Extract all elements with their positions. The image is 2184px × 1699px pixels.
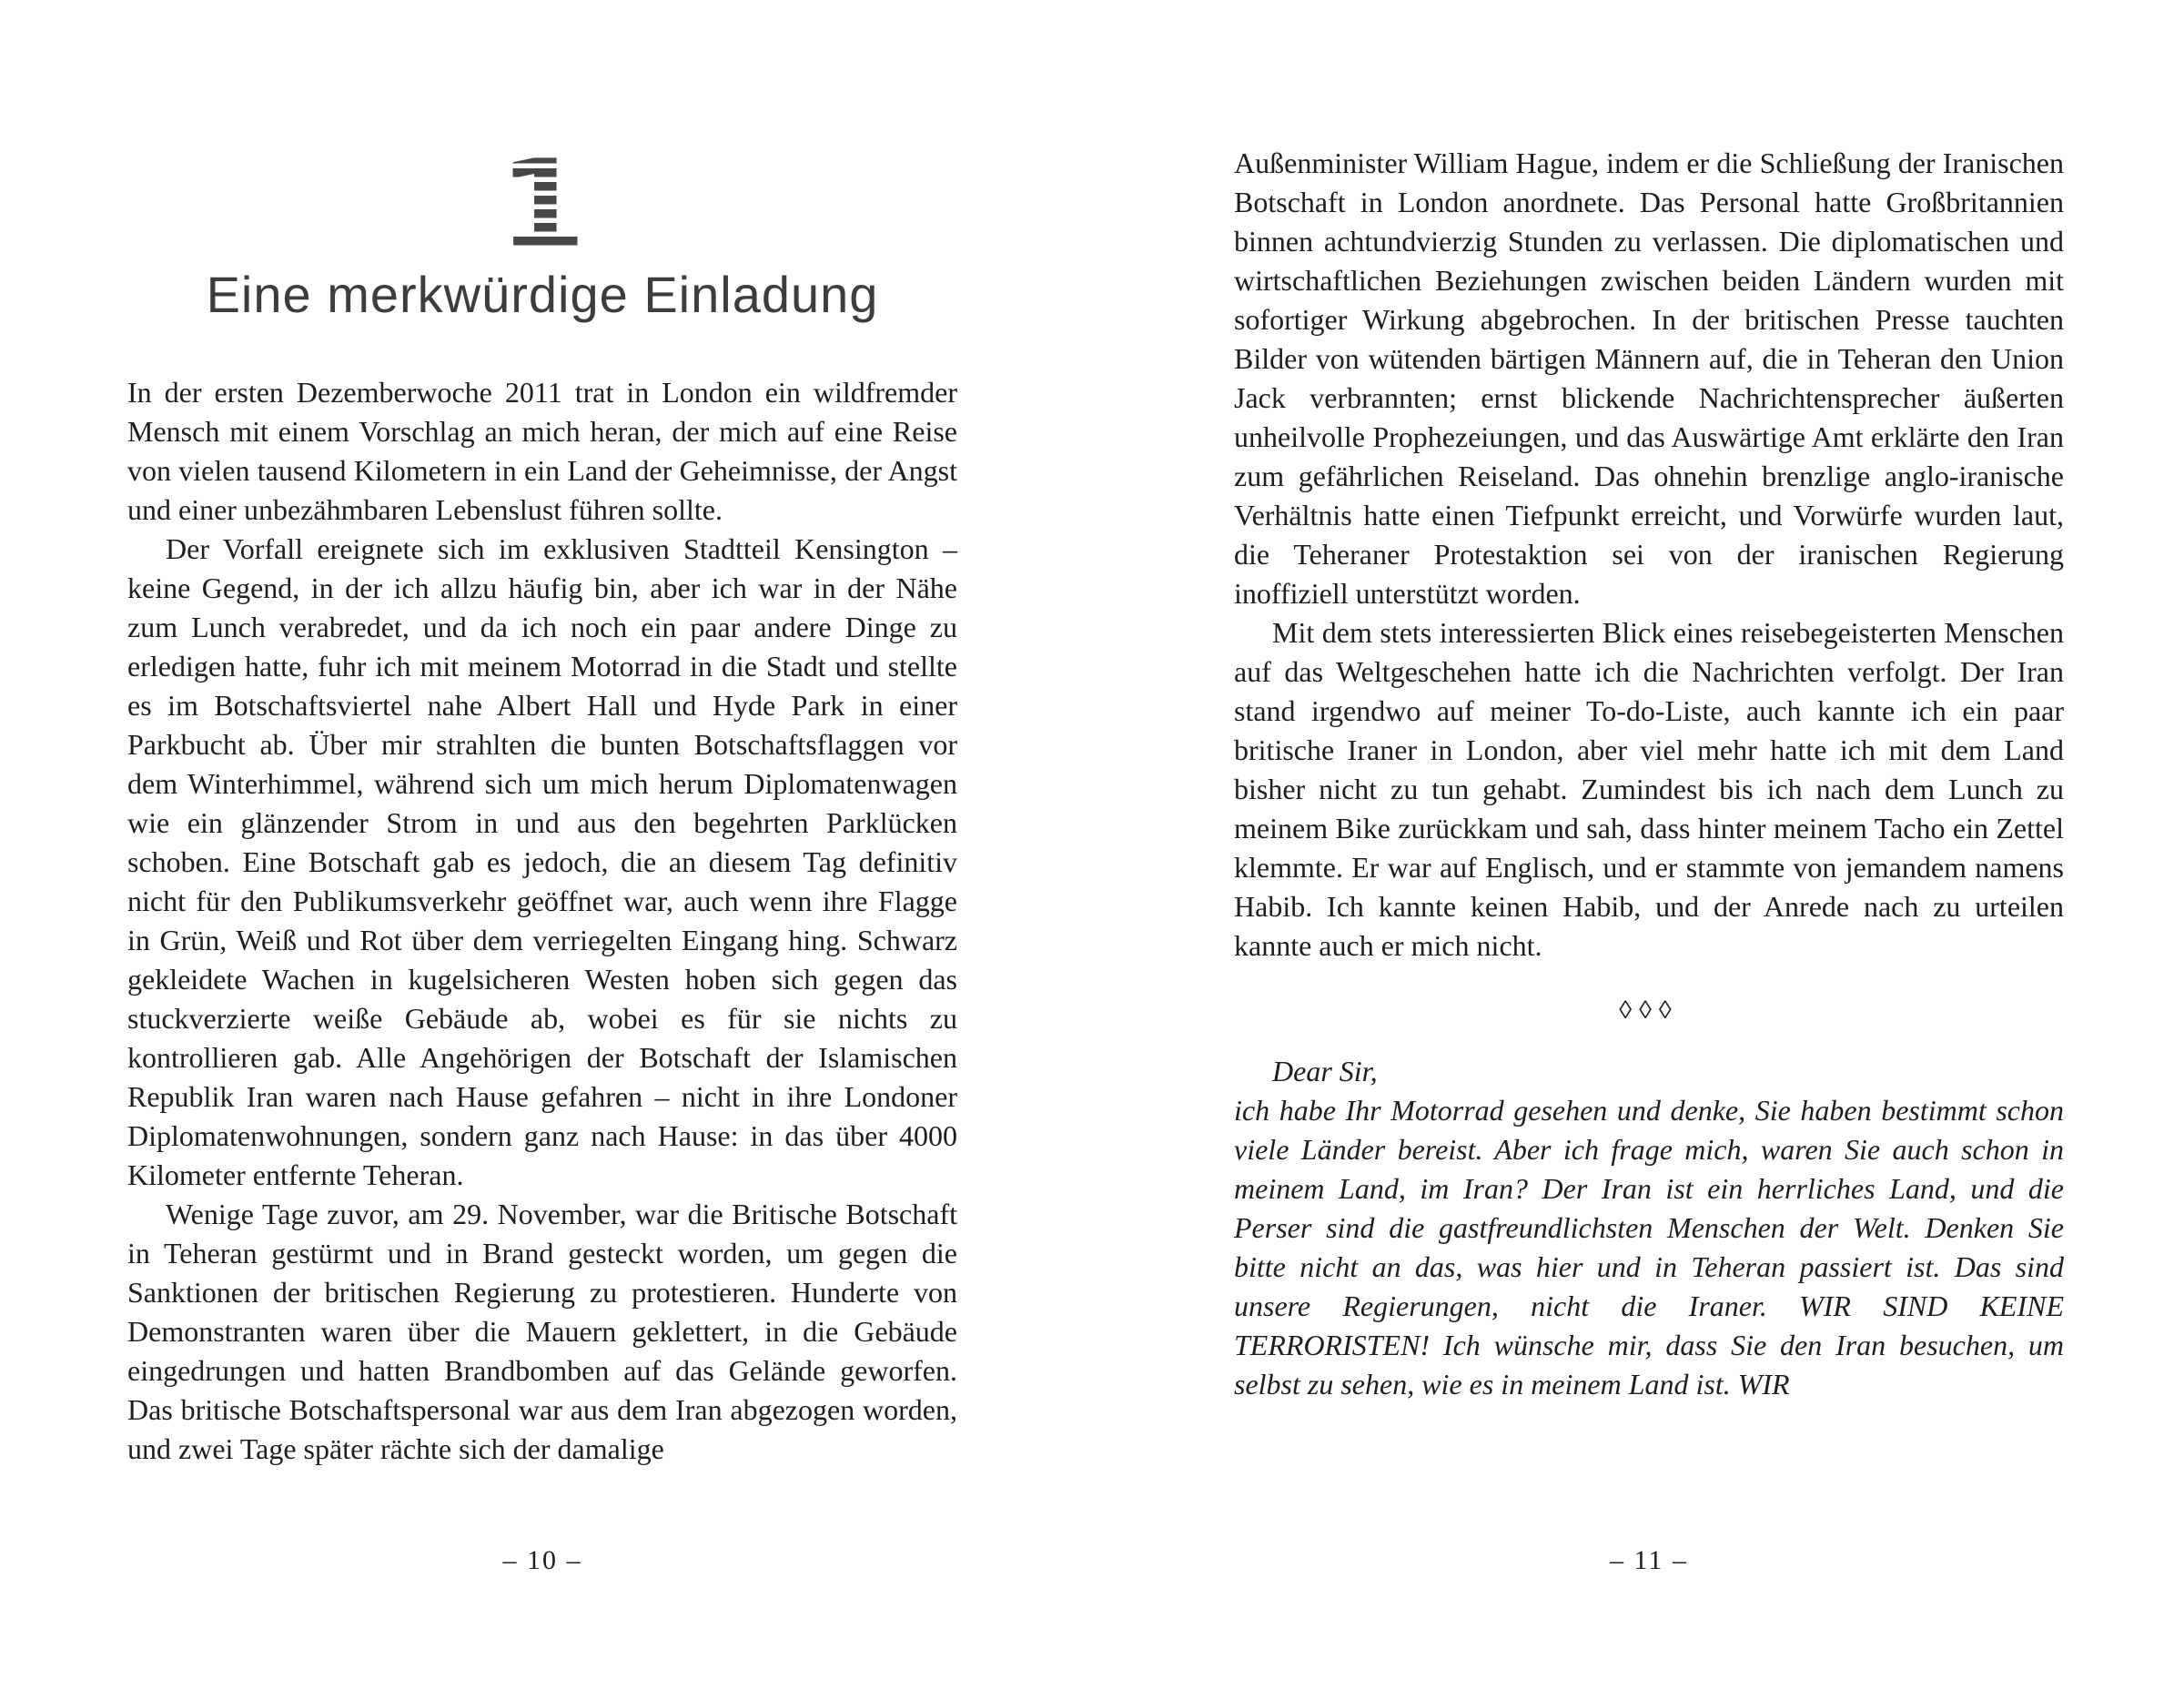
section-divider-ornament: ◊◊◊ (1619, 996, 1679, 1025)
chapter-head (127, 0, 957, 323)
page-right (1234, 0, 2064, 1699)
page-number-right: – 11 – (1610, 1545, 1688, 1575)
chapter-number: 1 (498, 155, 587, 253)
paragraph: Außenminister William Hague, indem er die Schließung der Iranischen Botschaft in London anordnete. Das Personal hatte Großbritannien binnen achtundvierzig Stunden zu verlassen. Die diplomatischen und wirtschaftlichen Beziehungen zwischen beiden Ländern wurden mit sofortiger Wirkung abgebrochen. In der britischen Presse tauchten Bilder von wütenden bärtigen Männern auf, die in Teheran den Union Jack verbrannten; ernst blickende Nachrichtensprecher äußerten unheilvolle Prophezeiungen, und das Auswärtige Amt erklärte den Iran zum gefährlichen Reiseland. Das ohnehin brenzlige anglo-iranische Verhältnis hatte einen Tiefpunkt erreicht, und Vorwürfe wurden laut, die Teheraner Protestaktion sei von der iranischen Regierung inoffiziell unterstützt worden. (1234, 147, 2064, 610)
paragraph: Mit dem stets interessierten Blick eines reisebegeisterten Menschen auf das Weltgeschehen hatte ich die Nachrichten verfolgt. Der Iran stand irgendwo auf meiner To-do-Liste, auch kannte ich ein paar britische Iraner in London, aber viel mehr hatte ich mit dem Land bisher nicht zu tun gehabt. Zumindest bis ich nach dem Lunch zu meinem Bike zurückkam und sah, dass hinter meinem Tacho ein Zettel klemmte. Er war auf Englisch, und er stammte von jemandem namens Habib. Ich kannte keinen Habib, und der Anrede nach zu urteilen kannte auch er mich nicht. (1234, 616, 2064, 962)
left-page-text (127, 373, 957, 1469)
chapter-number-glyph (488, 155, 597, 253)
paragraph: Der Vorfall ereignete sich im exklusiven Stadtteil Kensington – keine Gegend, in der ich allzu häufig bin, aber ich war in der Nähe zum Lunch verabredet, und da ich noch ein paar andere Dinge zu erledigen hatte, fuhr ich mit meinem Motorrad in die Stadt und stellte es im Botschaftsviertel nahe Albert Hall und Hyde Park in einer Parkbucht ab. Über mir strahlten die bunten Botschaftsflaggen vor dem Winterhimmel, während sich um mich herum Diplomatenwagen wie ein glänzender Strom in und aus den begehrten Parklücken schoben. Eine Botschaft gab es jedoch, die an diesem Tag definitiv nicht für den Publikumsverkehr geöffnet war, auch wenn ihre Flagge in Grün, Weiß und Rot über dem verriegelten Eingang hing. Schwarz gekleidete Wachen in kugelsicheren Westen hoben sich gegen das stuckverzierte weiße Gebäude ab, wobei es für sie nichts zu kontrollieren gab. Alle Angehörigen der Botschaft der Islamischen Republik Iran waren nach Hause gefahren – nicht in ihre Londoner Diplomatenwohnungen, sondern ganz nach Hause: in das über 4000 Kilometer entfernte Teheran. (127, 532, 957, 1191)
chapter-title: Eine merkwürdige Einladung (206, 266, 879, 323)
paragraph: Wenige Tage zuvor, am 29. November, war die Britische Botschaft in Teheran gestürmt und in Brand gesteckt worden, um gegen die Sanktionen der britischen Regierung zu protestieren. Hunderte von Demonstranten waren über die Mauern geklettert, in die Gebäude eingedrungen und hatten Brandbomben auf das Gelände geworfen. Das britische Botschaftspersonal war aus dem Iran abgezogen worden, und zwei Tage später rächte sich der damalige (127, 1198, 957, 1465)
right-page-text (1234, 0, 2064, 1404)
page-number-left: – 10 – (502, 1545, 582, 1575)
letter-body: ich habe Ihr Motorrad gesehen und denke, Sie haben bestimmt schon viele Länder bereist. Aber ich frage mich, waren Sie auch schon in meinem Land, im Iran? Der Iran ist ein herrliches Land, und die Perser sind die gastfreundlichsten Menschen der Welt. Denken Sie bitte nicht an das, was hier und in Teheran passiert ist. Das sind unsere Regierungen, nicht die Iraner. WIR SIND KEINE TERRORISTEN! Ich wünsche mir, dass Sie den Iran besuchen, um selbst zu sehen, wie es in meinem Land ist. WIR (1234, 1094, 2064, 1401)
page-left (127, 0, 957, 1699)
letter-salutation: Dear Sir, (1272, 1055, 1378, 1087)
paragraph: In der ersten Dezemberwoche 2011 trat in London ein wildfremder Mensch mit einem Vorschlag an mich heran, der mich auf eine Reise von vielen tausend Kilometern in ein Land der Geheimnisse, der Angst und einer unbezähmbaren Lebenslust führen sollte. (127, 376, 957, 526)
letter-block (1234, 1052, 2064, 1404)
